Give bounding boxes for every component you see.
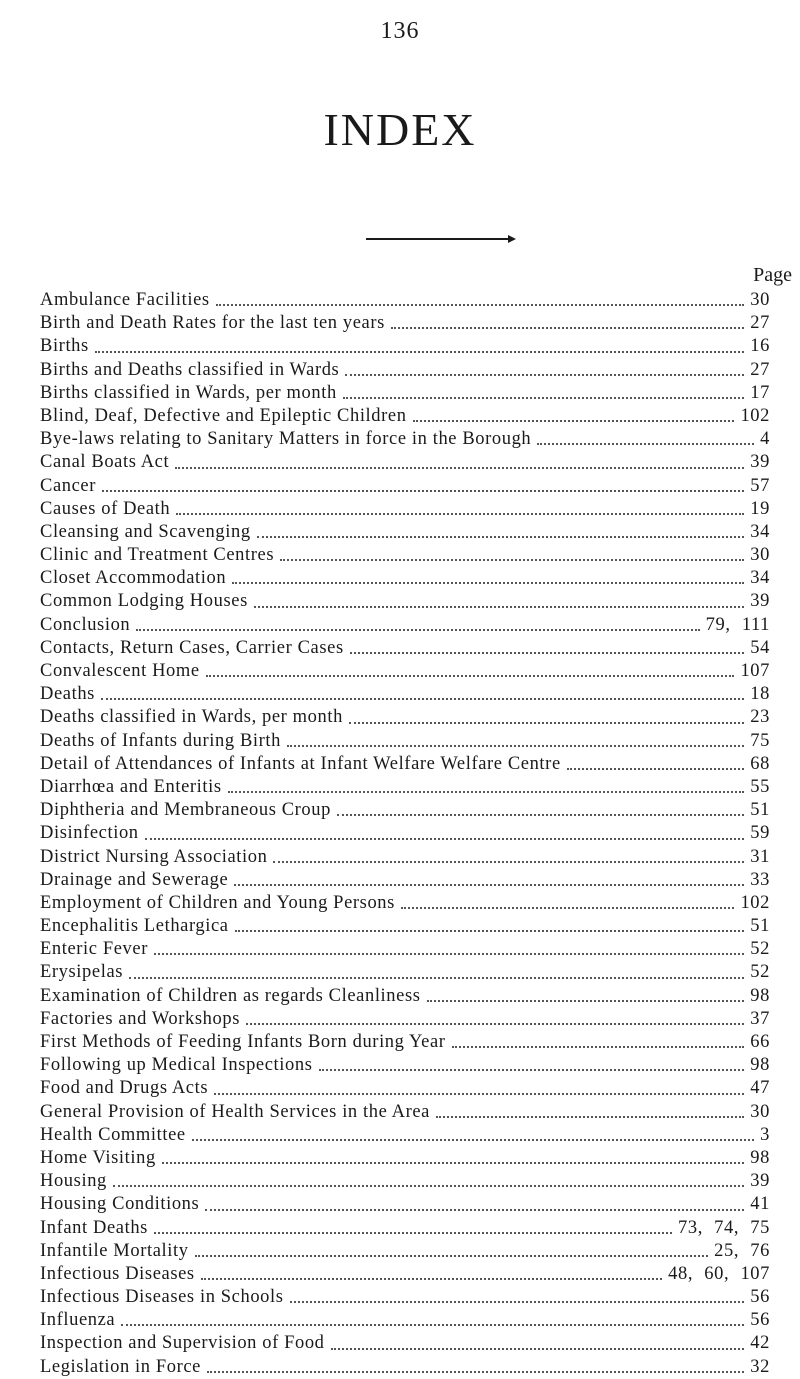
title-divider (366, 238, 514, 240)
dot-leader (290, 1300, 745, 1303)
index-entry (40, 706, 770, 729)
index-entry (40, 776, 770, 799)
index-entry-pages: 41 (750, 1194, 770, 1215)
dot-leader (201, 1277, 662, 1280)
index-entry (40, 428, 770, 451)
index-entry-pages: 39 (750, 1171, 770, 1192)
index-list (40, 289, 770, 1379)
dot-leader (121, 1323, 744, 1326)
index-entry-label: Employment of Children and Young Persons (40, 892, 395, 913)
index-entry (40, 1031, 770, 1054)
dot-leader (254, 605, 744, 608)
dot-leader (331, 1347, 745, 1350)
index-entry (40, 312, 770, 335)
index-entry (40, 961, 770, 984)
index-entry (40, 1240, 770, 1263)
index-entry (40, 1008, 770, 1031)
index-entry-label: General Provision of Health Services in the Area (40, 1101, 430, 1122)
index-entry-pages: 27 (750, 313, 770, 334)
index-entry-label: Legislation in Force (40, 1356, 201, 1377)
index-entry-pages: 4 (760, 429, 770, 450)
index-entry-label: Blind, Deaf, Defective and Epileptic Children (40, 405, 407, 426)
index-entry-pages: 30 (750, 545, 770, 566)
index-entry-label: Diphtheria and Membraneous Croup (40, 800, 331, 821)
index-entry-label: Erysipelas (40, 962, 124, 983)
index-entry-pages: 107 (740, 661, 770, 681)
index-entry-pages: 37 (750, 1008, 770, 1029)
dot-leader (452, 1045, 745, 1048)
index-entry-pages: 51 (750, 800, 770, 821)
index-entry-label: Food and Drugs Acts (40, 1078, 209, 1099)
index-entry-pages: 18 (750, 684, 770, 705)
index-entry (40, 799, 770, 822)
dot-leader (154, 1231, 672, 1234)
index-entry-pages: 31 (750, 846, 770, 867)
index-entry-pages: 52 (750, 962, 770, 983)
index-entry-pages: 42 (750, 1333, 770, 1354)
dot-leader (102, 489, 744, 492)
index-entry (40, 475, 770, 498)
index-entry (40, 1054, 770, 1077)
index-entry-label: Housing Conditions (40, 1194, 200, 1215)
index-entry-label: Deaths classified in Wards, per month (40, 707, 343, 728)
index-entry (40, 637, 770, 660)
index-entry-label: District Nursing Association (40, 846, 268, 867)
index-entry-label: Deaths of Infants during Birth (40, 730, 281, 751)
index-entry-pages: 55 (750, 776, 770, 797)
index-entry (40, 1170, 770, 1193)
index-entry-label: Clinic and Treatment Centres (40, 545, 275, 566)
dot-leader (280, 558, 744, 561)
index-entry-label: Influenza (40, 1310, 116, 1331)
index-entry-pages: 56 (750, 1287, 770, 1308)
index-entry (40, 938, 770, 961)
dot-leader (391, 326, 744, 329)
index-entry-pages: 23 (750, 707, 770, 728)
index-entry-pages: 102 (740, 892, 770, 913)
dot-leader (319, 1068, 745, 1071)
page-title: INDEX (323, 104, 477, 155)
index-entry-pages: 79, 111 (705, 614, 770, 635)
index-entry-label: Births classified in Wards, per month (40, 382, 337, 403)
index-entry-label: Drainage and Sewerage (40, 869, 229, 890)
index-entry-label: Bye-laws relating to Sanitary Matters in force in the Borough (40, 429, 532, 450)
index-entry-label: Birth and Death Rates for the last ten years (40, 313, 385, 334)
dot-leader (246, 1022, 744, 1025)
index-entry-pages: 34 (750, 521, 770, 542)
index-entry-pages: 52 (750, 939, 770, 960)
dot-leader (343, 396, 744, 399)
index-entry (40, 1217, 770, 1240)
index-entry (40, 1147, 770, 1170)
index-entry-pages: 39 (750, 591, 770, 612)
index-entry (40, 985, 770, 1008)
index-entry (40, 683, 770, 706)
page-column-heading: Page (753, 264, 792, 286)
index-entry (40, 590, 770, 613)
index-entry-label: Infectious Diseases (40, 1263, 195, 1284)
index-entry-pages: 98 (750, 985, 770, 1006)
index-entry (40, 451, 770, 474)
index-entry-label: Encephalitis Lethargica (40, 916, 229, 937)
dot-leader (101, 697, 744, 700)
dot-leader (273, 860, 744, 863)
index-entry-pages: 3 (760, 1124, 770, 1145)
index-entry-pages: 57 (750, 475, 770, 496)
index-entry-pages: 68 (750, 753, 770, 774)
dot-leader (349, 721, 744, 724)
index-entry-pages: 59 (750, 823, 770, 844)
index-entry (40, 359, 770, 382)
index-entry-label: Infectious Diseases in Schools (40, 1287, 284, 1308)
index-entry (40, 614, 770, 637)
index-entry-pages: 30 (750, 290, 770, 310)
dot-leader (345, 373, 744, 376)
index-entry (40, 1193, 770, 1216)
dot-leader (95, 350, 744, 353)
dot-leader (145, 837, 745, 840)
dot-leader (436, 1115, 744, 1118)
index-entry-pages: 102 (740, 405, 770, 426)
index-entry-pages: 39 (750, 452, 770, 473)
index-entry (40, 335, 770, 358)
dot-leader (537, 442, 754, 445)
index-entry-label: Common Lodging Houses (40, 591, 248, 612)
index-entry-label: Convalescent Home (40, 661, 200, 681)
index-entry-label: Detail of Attendances of Infants at Infant Welfare Welfare Centre (40, 753, 561, 774)
index-entry-pages: 34 (750, 568, 770, 589)
index-entry-pages: 16 (750, 336, 770, 357)
dot-leader (232, 581, 744, 584)
index-entry (40, 1332, 770, 1355)
index-entry (40, 869, 770, 892)
dot-leader (427, 999, 745, 1002)
index-entry-label: Cancer (40, 475, 96, 496)
dot-leader (162, 1161, 744, 1164)
index-entry-pages: 66 (750, 1032, 770, 1052)
dot-leader (216, 303, 745, 306)
index-entry-label: Births (40, 336, 89, 357)
dot-leader (228, 790, 745, 793)
index-entry-label: Home Visiting (40, 1147, 156, 1168)
index-entry-label: Housing (40, 1171, 107, 1192)
index-entry (40, 498, 770, 521)
page-number: 136 (380, 18, 420, 44)
dot-leader (214, 1092, 744, 1095)
index-entry (40, 289, 770, 312)
index-entry-label: Inspection and Supervision of Food (40, 1333, 325, 1354)
index-entry-pages: 19 (750, 498, 770, 519)
index-entry-pages: 98 (750, 1055, 770, 1076)
dot-leader (567, 767, 745, 770)
index-entry-pages: 75 (750, 730, 770, 751)
dot-leader (257, 535, 745, 538)
dot-leader (207, 1370, 744, 1373)
index-entry (40, 730, 770, 753)
index-entry (40, 567, 770, 590)
dot-leader (413, 419, 735, 422)
dot-leader (350, 651, 745, 654)
index-entry-pages: 17 (750, 382, 770, 403)
index-entry-label: Closet Accommodation (40, 568, 227, 589)
index-entry-label: Health Committee (40, 1124, 186, 1145)
index-entry (40, 753, 770, 776)
index-entry-pages: 51 (750, 916, 770, 937)
index-entry (40, 382, 770, 405)
index-entry-pages: 48, 60, 107 (668, 1263, 770, 1284)
index-entry-label: Causes of Death (40, 498, 171, 519)
index-entry (40, 660, 770, 683)
index-entry-pages: 47 (750, 1078, 770, 1099)
index-entry (40, 1286, 770, 1309)
index-entry-label: Conclusion (40, 614, 131, 635)
index-entry-label: Factories and Workshops (40, 1008, 241, 1029)
dot-leader (337, 813, 744, 816)
dot-leader (129, 976, 744, 979)
index-entry-label: Following up Medical Inspections (40, 1055, 313, 1076)
index-entry (40, 1263, 770, 1286)
index-entry-label: First Methods of Feeding Infants Born during Year (40, 1032, 446, 1052)
index-entry-label: Examination of Children as regards Cleanliness (40, 985, 421, 1006)
index-entry-pages: 54 (750, 637, 770, 658)
index-entry (40, 1356, 770, 1379)
index-entry-label: Births and Deaths classified in Wards (40, 359, 340, 380)
index-entry-pages: 30 (750, 1101, 770, 1122)
dot-leader (206, 674, 735, 677)
dot-leader (401, 906, 734, 909)
index-entry-label: Deaths (40, 684, 95, 705)
index-entry-label: Infantile Mortality (40, 1240, 189, 1261)
dot-leader (154, 952, 744, 955)
index-entry-pages: 73, 74, 75 (678, 1217, 770, 1238)
index-entry (40, 822, 770, 845)
dot-leader (136, 628, 699, 631)
index-entry (40, 1101, 770, 1124)
dot-leader (192, 1138, 754, 1141)
index-entry-label: Infant Deaths (40, 1217, 148, 1238)
index-entry-pages: 98 (750, 1147, 770, 1168)
index-entry-label: Disinfection (40, 823, 139, 844)
index-entry-pages: 27 (750, 359, 770, 380)
index-entry (40, 1077, 770, 1100)
dot-leader (113, 1184, 744, 1187)
index-entry-label: Contacts, Return Cases, Carrier Cases (40, 637, 344, 658)
dot-leader (195, 1254, 709, 1257)
dot-leader (234, 883, 744, 886)
dot-leader (205, 1208, 744, 1211)
dot-leader (235, 929, 745, 932)
index-entry (40, 1309, 770, 1332)
index-entry-pages: 25, 76 (714, 1240, 770, 1261)
dot-leader (175, 466, 744, 469)
index-entry-label: Ambulance Facilities (40, 290, 210, 310)
index-entry (40, 1124, 770, 1147)
dot-leader (287, 744, 744, 747)
index-entry-pages: 32 (750, 1356, 770, 1377)
index-entry-label: Cleansing and Scavenging (40, 521, 251, 542)
index-entry-label: Diarrhœa and Enteritis (40, 776, 222, 797)
index-entry (40, 846, 770, 869)
index-entry-pages: 56 (750, 1310, 770, 1331)
index-entry (40, 892, 770, 915)
dot-leader (176, 512, 744, 515)
index-entry (40, 915, 770, 938)
index-entry-label: Enteric Fever (40, 939, 148, 960)
index-entry-pages: 33 (750, 869, 770, 890)
index-entry (40, 405, 770, 428)
index-entry (40, 544, 770, 567)
index-entry (40, 521, 770, 544)
index-entry-label: Canal Boats Act (40, 452, 170, 473)
